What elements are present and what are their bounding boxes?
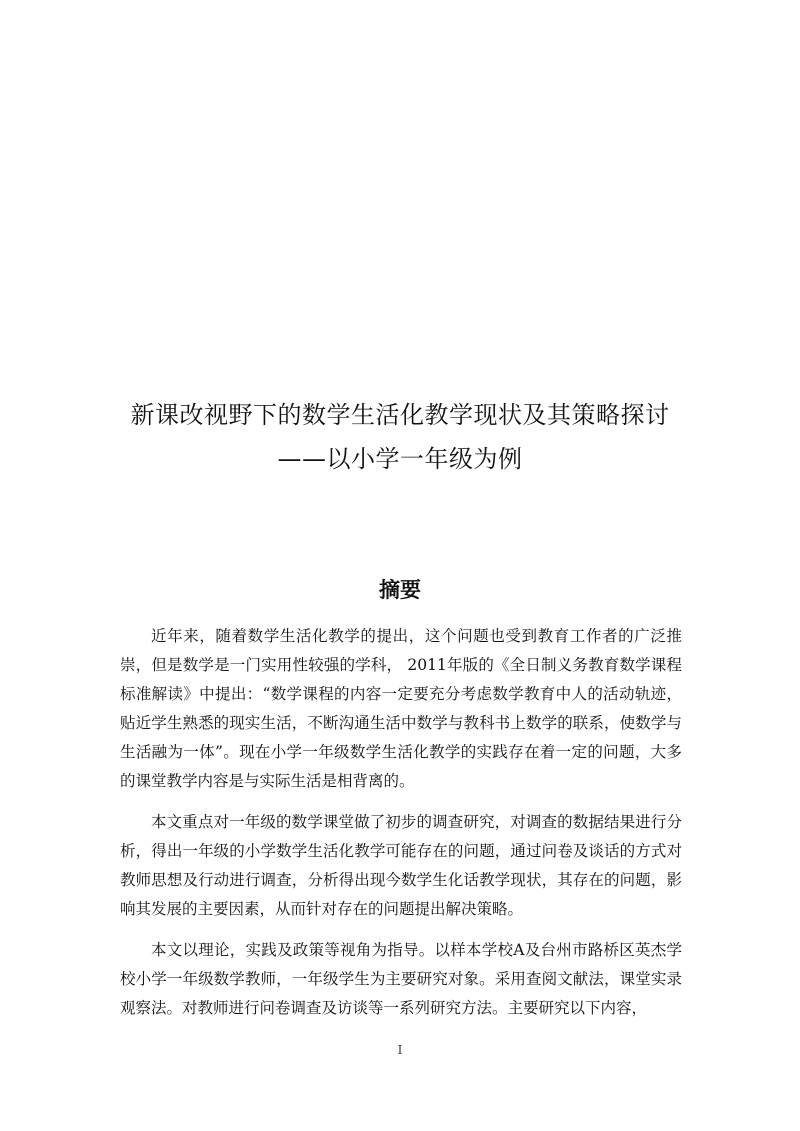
abstract-paragraph-2: 本文重点对一年级的数学课堂做了初步的调查研究，对调查的数据结果进行分析，得出一年级的小学数学生活化教学可能存在的问题，通过问卷及谈话的方式对教师思想及行动进行调查，分析得出现今数学生化话教学现状，其存在的问题，影响其发展的主要因素，从而针对存在的问题提出解决策略。	[120, 813, 682, 918]
abstract-paragraph-3: 本文以理论，实践及政策等视角为指导。以样本学校A及台州市路桥区英杰学校小学一年级数学教师，一年级学生为主要研究对象。采用查阅文献法，课堂实录观察法。对教师进行问卷调查及访谈等一系列研究方法。主要研究以下内容，	[120, 941, 682, 1017]
page-number: I	[397, 1043, 403, 1057]
title-block	[0, 393, 800, 481]
paper-subtitle: ——以小学一年级为例	[277, 445, 523, 473]
abstract-heading: 摘要	[379, 578, 421, 602]
abstract-body	[120, 622, 682, 1035]
abstract-paragraph-1: 近年来，随着数学生活化教学的提出，这个问题也受到教育工作者的广泛推崇，但是数学是一门实用性较强的学科， 2011年版的《全日制义务教育数学课程标准解读》中提出：“数学课程的内容一定要充分考虑数学教育中人的活动轨迹，贴近学生熟悉的现实生活，不断沟通生活中数学与教科书上数学的联系，使数学与生活融为一体”。现在小学一年级数学生活化教学的实践存在着一定的问题，大多的课堂教学内容是与实际生活是相背离的。	[120, 627, 682, 790]
paper-title: 新课改视野下的数学生活化教学现状及其策略探讨	[130, 401, 670, 429]
